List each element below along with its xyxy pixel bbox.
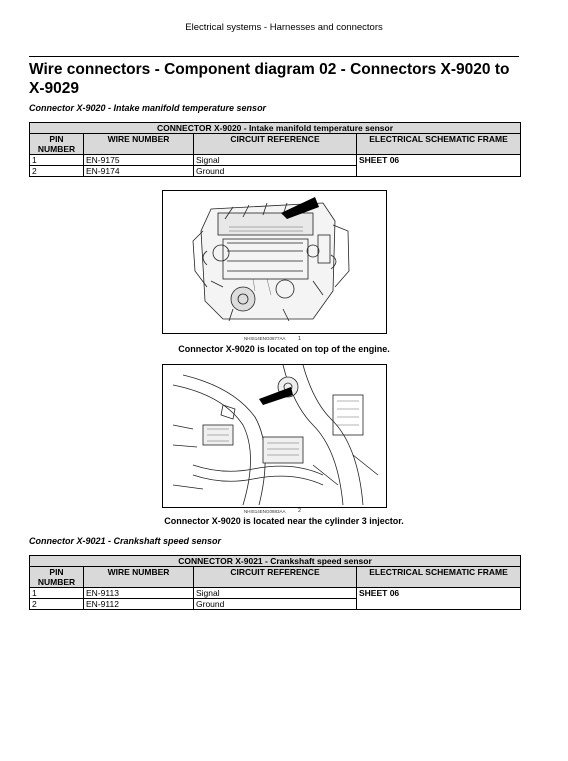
- figure-id-2: NHIS14ENG0883AA: [244, 509, 286, 514]
- frame-cell: SHEET 06: [357, 588, 521, 610]
- circuit-cell: Ground: [194, 166, 357, 177]
- table-row: [30, 155, 521, 166]
- table-caption: CONNECTOR X-9021 - Crankshaft speed sensor: [30, 556, 521, 567]
- connector-table-x9021: [29, 555, 521, 610]
- table-caption: CONNECTOR X-9020 - Intake manifold temperature sensor: [30, 123, 521, 134]
- figure-caption-1: Connector X-9020 is located on top of the engine.: [178, 344, 390, 354]
- engine-illustration: [163, 191, 386, 333]
- injector-closeup-illustration: [163, 365, 386, 507]
- header-rule: [29, 56, 519, 57]
- column-header-frame: ELECTRICAL SCHEMATIC FRAME: [357, 567, 521, 588]
- pin-cell: 2: [30, 599, 84, 610]
- frame-cell: SHEET 06: [357, 155, 521, 177]
- connector-table-x9020: [29, 122, 521, 177]
- page-header: Electrical systems - Harnesses and connectors: [185, 22, 383, 33]
- wire-cell: EN-9175: [84, 155, 194, 166]
- table-row: [30, 588, 521, 599]
- section-heading-x9021: Connector X-9021 - Crankshaft speed sensor: [29, 536, 222, 546]
- pin-cell: 1: [30, 155, 84, 166]
- column-header-pin: PIN NUMBER: [30, 567, 84, 588]
- column-header-circuit: CIRCUIT REFERENCE: [194, 134, 357, 155]
- figure-number-1: 1: [298, 336, 302, 342]
- figure-id-1: NHIS14ENG0877AA: [244, 336, 286, 341]
- section-heading-x9020: Connector X-9020 - Intake manifold temperature sensor: [29, 103, 267, 113]
- circuit-cell: Ground: [194, 599, 357, 610]
- wire-cell: EN-9174: [84, 166, 194, 177]
- column-header-circuit: CIRCUIT REFERENCE: [194, 567, 357, 588]
- column-header-wire: WIRE NUMBER: [84, 134, 194, 155]
- figure-number-2: 2: [298, 508, 302, 514]
- column-header-pin: PIN NUMBER: [30, 134, 84, 155]
- column-header-wire: WIRE NUMBER: [84, 567, 194, 588]
- pin-cell: 2: [30, 166, 84, 177]
- circuit-cell: Signal: [194, 588, 357, 599]
- pin-cell: 1: [30, 588, 84, 599]
- location-arrow: [259, 387, 293, 405]
- circuit-cell: Signal: [194, 155, 357, 166]
- wire-cell: EN-9112: [84, 599, 194, 610]
- column-header-frame: ELECTRICAL SCHEMATIC FRAME: [357, 134, 521, 155]
- engine-overview-figure: [162, 190, 387, 334]
- figure-caption-2: Connector X-9020 is located near the cylinder 3 injector.: [164, 516, 404, 526]
- page-title: Wire connectors - Component diagram 02 - Connectors X-9020 to X-9029: [29, 61, 510, 97]
- injector-closeup-figure: [162, 364, 387, 508]
- wire-cell: EN-9113: [84, 588, 194, 599]
